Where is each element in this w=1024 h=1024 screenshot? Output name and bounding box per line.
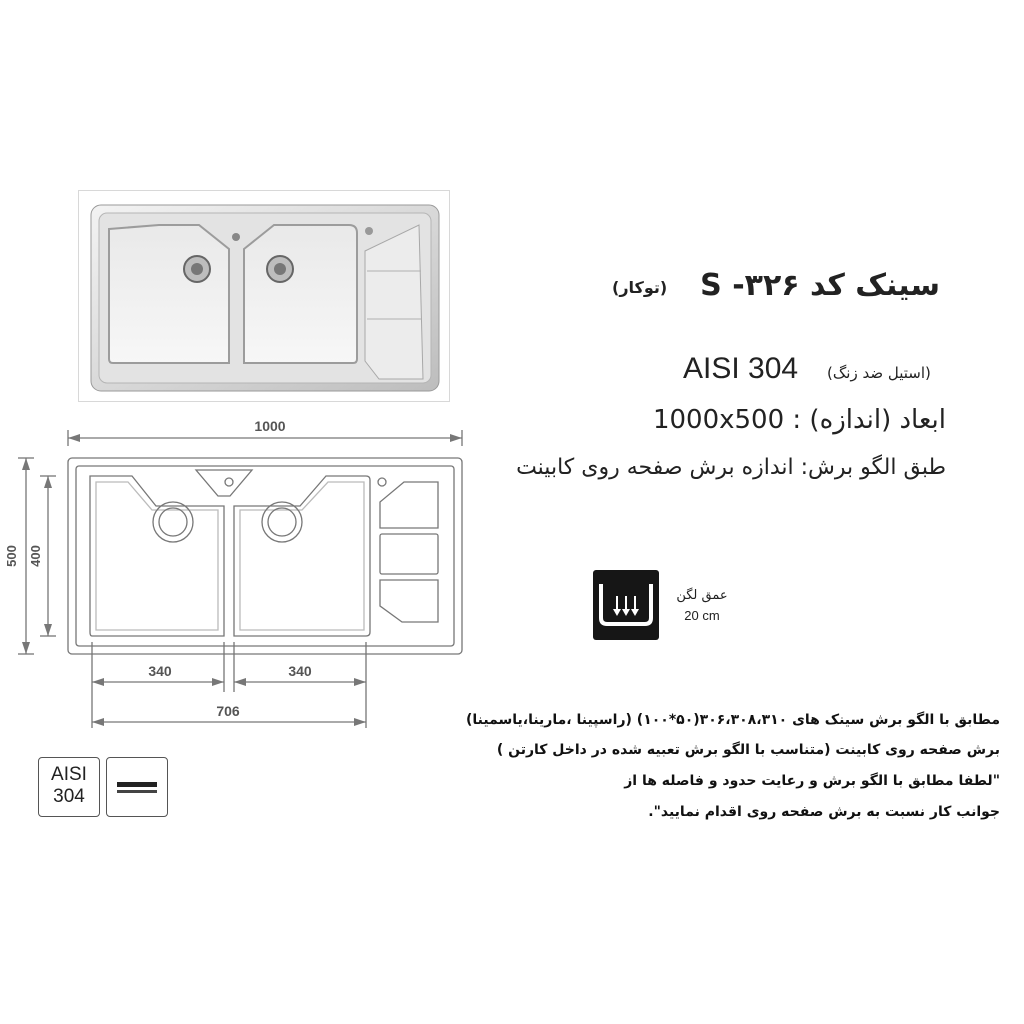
note-line-2: برش صفحه روی کابینت (متناسب با الگو برش تعبیه شده در داخل کارتن ): [496, 742, 1000, 758]
cut-template-text: طبق الگو برش: اندازه برش صفحه روی کابینت: [516, 455, 946, 480]
material-desc: (استیل ضد زنگ): [827, 364, 931, 382]
aisi-badge: [38, 757, 100, 817]
dimensions-text: 1000x500 : ابعاد (اندازه): [652, 405, 946, 435]
note-line-1: مطابق با الگو برش سینک های ۳۰۶،۳۰۸،۳۱۰(۵۰*۱۰۰) (راسپینا ،مارینا،یاسمینا): [466, 712, 1000, 728]
note-line-4: جوانب کار نسبت به برش صفحه روی اقدام نمایید".: [648, 804, 1000, 820]
dim-bowls-total: 706: [216, 703, 240, 719]
steel-profile-icon: [106, 757, 168, 817]
dim-bowl-left: 340: [148, 663, 172, 679]
sink-photo-icon: [79, 191, 449, 401]
bowl-depth-icon: [593, 570, 659, 640]
note-line-3: "لطفا مطابق با الگو برش و رعایت حدود و فاصله ها از: [624, 773, 1000, 789]
product-title-sub: (توکار): [612, 278, 668, 297]
depth-label: عمق لگن: [676, 588, 728, 603]
technical-drawing: [0, 410, 480, 740]
depth-value: 20 cm: [684, 608, 720, 623]
aisi-badge-line1: AISI: [51, 764, 87, 785]
sink-product-photo: [78, 190, 450, 402]
dim-total-height: 500: [4, 545, 19, 567]
product-title: سینک کد S -۳۲۶: [700, 268, 940, 303]
dim-total-width: 1000: [254, 418, 286, 434]
dim-bowl-right: 340: [288, 663, 312, 679]
material-code: AISI 304: [683, 352, 799, 385]
aisi-badge-line2: 304: [53, 786, 85, 807]
dim-bowl-height: 400: [28, 545, 43, 567]
